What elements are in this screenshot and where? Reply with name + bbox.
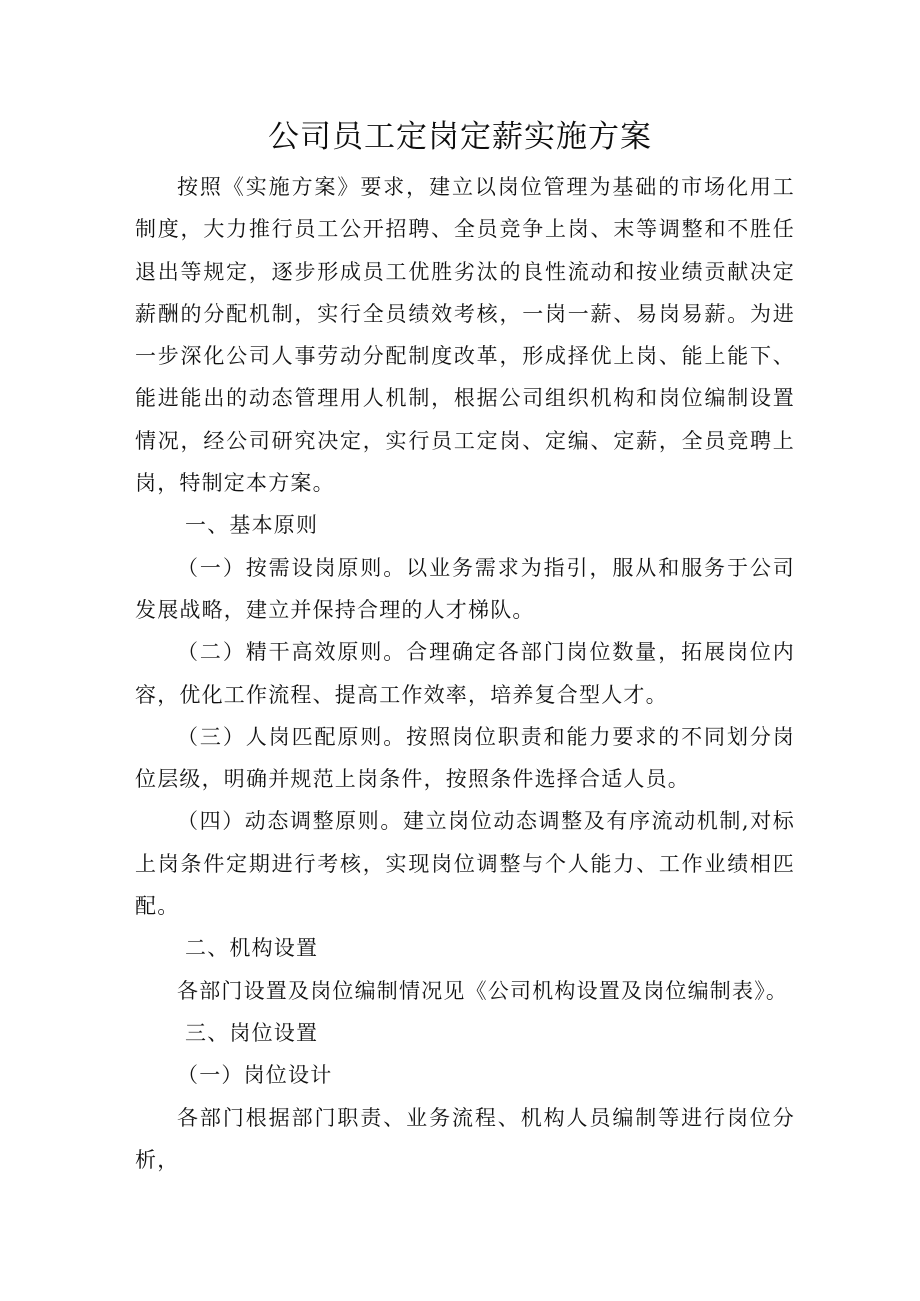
principle-item: （四）动态调整原则。建立岗位动态调整及有序流动机制,对标上岗条件定期进行考核，实现岗位调整与个人能力、工作业绩相匹配。 [135,809,795,919]
document-body [135,166,795,1181]
principle-item: （一）按需设岗原则。以业务需求为指引，服从和服务于公司发展战略，建立并保持合理的人才梯队。 [135,555,795,622]
section-heading-principles: 一、基本原则 [185,513,319,538]
document-title: 公司员工定岗定薪实施方案 [268,119,652,155]
intro-paragraph: 按照《实施方案》要求，建立以岗位管理为基础的市场化用工制度，大力推行员工公开招聘、全员竞争上岗、末等调整和不胜任退出等规定，逐步形成员工优胜劣汰的良性流动和按业绩贡献决定薪酬的分配机制，实行全员绩效考核，一岗一薪、易岗易薪。为进一步深化公司人事劳动分配制度改革，形成择优上岗、能上能下、能进能出的动态管理用人机制，根据公司组织机构和岗位编制设置情况，经公司研究决定，实行员工定岗、定编、定薪，全员竞聘上岗，特制定本方案。 [135,175,795,496]
section-heading-organization: 二、机构设置 [185,936,319,961]
principle-item: （二）精干高效原则。合理确定各部门岗位数量，拓展岗位内容，优化工作流程、提高工作效率，培养复合型人才。 [135,640,795,707]
organization-paragraph: 各部门设置及岗位编制情况见《公司机构设置及岗位编制表》。 [177,978,789,1003]
section-heading-positions: 三、岗位设置 [185,1020,319,1045]
subheading-position-design: （一）岗位设计 [177,1063,333,1088]
position-design-paragraph: 各部门根据部门职责、业务流程、机构人员编制等进行岗位分析， [135,1105,795,1172]
principle-item: （三）人岗匹配原则。按照岗位职责和能力要求的不同划分岗位层级，明确并规范上岗条件，按照条件选择合适人员。 [135,724,795,792]
